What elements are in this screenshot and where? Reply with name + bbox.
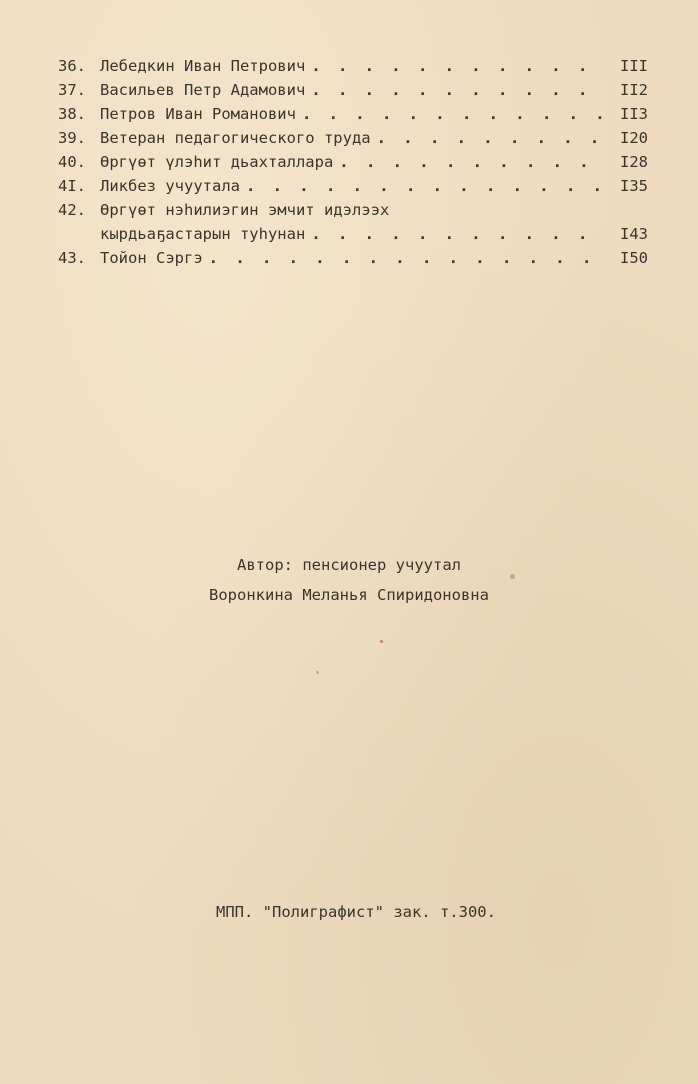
toc-entry-page: I50 — [620, 249, 648, 267]
toc-entry-title: Лебедкин Иван Петрович — [100, 57, 306, 75]
toc-entry-37 — [58, 78, 648, 102]
toc-entry-number: 43. — [58, 249, 86, 267]
ink-speck — [510, 574, 515, 579]
dot-leader — [209, 246, 608, 270]
toc-entry-42-continued — [58, 222, 648, 246]
author-role: Автор: пенсионер учуутал — [237, 556, 461, 574]
table-of-contents — [58, 54, 648, 270]
toc-entry-page: III — [620, 57, 648, 75]
toc-entry-title: Өргүөт үлэһит дьахталлара — [100, 153, 334, 171]
toc-entry-title: Өргүөт нэһилиэгин эмчит идэлээх — [100, 201, 390, 219]
toc-entry-41 — [58, 174, 648, 198]
toc-entry-page: I43 — [620, 225, 648, 243]
toc-entry-36 — [58, 54, 648, 78]
toc-entry-title: Васильев Петр Адамович — [100, 81, 306, 99]
toc-entry-page: II3 — [620, 105, 648, 123]
toc-entry-number: 37. — [58, 81, 86, 99]
dot-leader — [246, 174, 608, 198]
toc-entry-title-continued: кырдьаҕастарын туһунан — [100, 225, 306, 243]
toc-entry-number: 38. — [58, 105, 86, 123]
ink-speck — [316, 671, 319, 674]
dot-leader — [377, 126, 608, 150]
author-name: Воронкина Меланья Спиридоновна — [209, 586, 489, 604]
toc-entry-title: Ликбез учуутала — [100, 177, 240, 195]
toc-entry-number: 4I. — [58, 177, 86, 195]
toc-entry-number: 42. — [58, 201, 86, 219]
toc-entry-page: I20 — [620, 129, 648, 147]
toc-entry-39 — [58, 126, 648, 150]
toc-entry-number: 40. — [58, 153, 86, 171]
toc-entry-number: 39. — [58, 129, 86, 147]
toc-entry-title: Ветеран педагогического труда — [100, 129, 371, 147]
toc-entry-page: I35 — [620, 177, 648, 195]
dot-leader — [339, 150, 608, 174]
toc-entry-title: Тойон Сэргэ — [100, 249, 203, 267]
dot-leader — [311, 78, 608, 102]
toc-entry-number: 36. — [58, 57, 86, 75]
dot-leader — [302, 102, 608, 126]
toc-entry-page: II2 — [620, 81, 648, 99]
toc-entry-42 — [58, 198, 648, 222]
dot-leader — [311, 222, 608, 246]
toc-entry-page: I28 — [620, 153, 648, 171]
ink-speck — [380, 640, 383, 643]
toc-entry-38 — [58, 102, 648, 126]
printer-imprint: МПП. "Полиграфист" зак. т.300. — [216, 903, 496, 921]
dot-leader — [311, 54, 608, 78]
toc-entry-title: Петров Иван Романович — [100, 105, 296, 123]
toc-entry-40 — [58, 150, 648, 174]
toc-entry-43 — [58, 246, 648, 270]
